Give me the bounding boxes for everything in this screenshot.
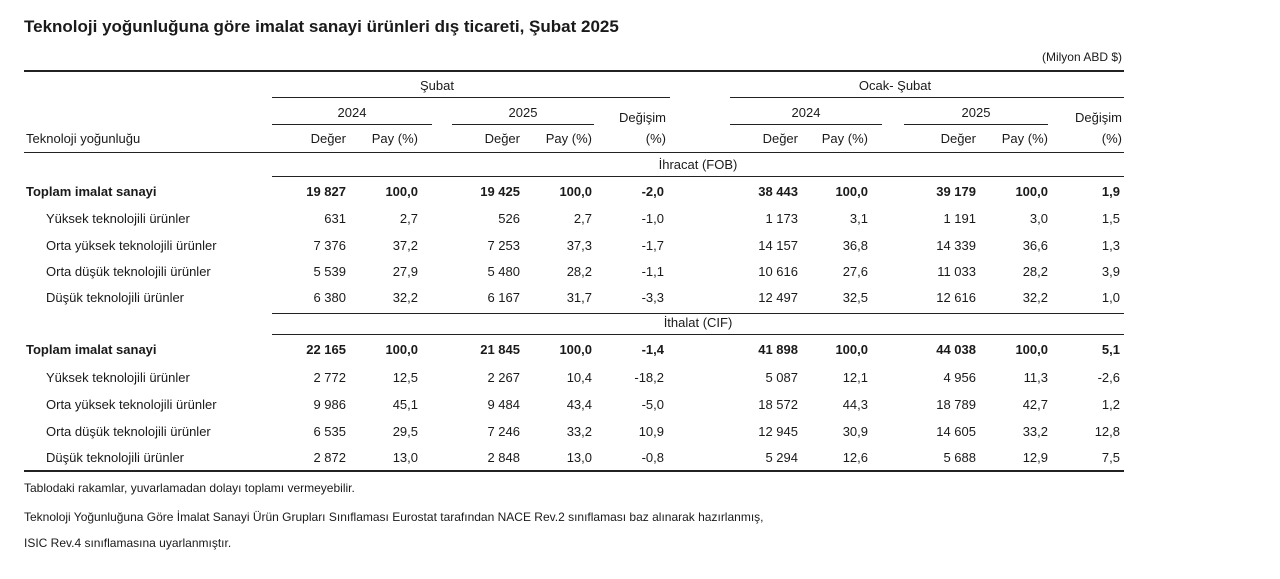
row-label: Orta düşük teknolojili ürünler xyxy=(46,264,211,279)
cell-cum-share-2025: 12,9 xyxy=(1022,450,1048,465)
cell-change: -2,0 xyxy=(641,184,664,199)
unit-label: (Milyon ABD $) xyxy=(1041,50,1122,64)
cell-share-2025: 2,7 xyxy=(573,211,592,226)
period-ocak-subat: Ocak- Şubat xyxy=(858,78,932,93)
cell-value-2024: 631 xyxy=(324,211,346,226)
cell-cum-share-2024: 3,1 xyxy=(849,211,868,226)
col-value-header: Değer xyxy=(484,131,520,146)
cell-cum-value-2025: 39 179 xyxy=(936,184,976,199)
cell-cum-value-2025: 12 616 xyxy=(936,290,976,305)
change-header-bottom-1: (%) xyxy=(645,131,666,146)
cell-value-2024: 9 986 xyxy=(313,397,346,412)
cell-share-2025: 13,0 xyxy=(566,450,592,465)
table-bottom-rule xyxy=(24,470,1124,472)
cell-cum-share-2025: 3,0 xyxy=(1029,211,1048,226)
cell-cum-change: 1,9 xyxy=(1101,184,1120,199)
year-2025-ocak-subat: 2025 xyxy=(961,105,991,120)
cell-cum-value-2025: 4 956 xyxy=(943,370,976,385)
cell-value-2025: 2 267 xyxy=(487,370,520,385)
header-bottom-rule xyxy=(24,152,1124,153)
col-value-header: Değer xyxy=(310,131,346,146)
cell-cum-share-2025: 32,2 xyxy=(1022,290,1048,305)
row-label-header: Teknoloji yoğunluğu xyxy=(26,131,141,146)
cell-change: -5,0 xyxy=(641,397,664,412)
cell-share-2025: 33,2 xyxy=(566,424,592,439)
cell-cum-share-2025: 100,0 xyxy=(1015,342,1048,357)
cell-change: -3,3 xyxy=(641,290,664,305)
cell-cum-share-2025: 33,2 xyxy=(1022,424,1048,439)
cell-cum-share-2025: 11,3 xyxy=(1023,370,1048,385)
cell-value-2025: 19 425 xyxy=(480,184,520,199)
cell-cum-share-2024: 27,6 xyxy=(842,264,868,279)
cell-cum-share-2024: 12,6 xyxy=(842,450,868,465)
year-2025-subat: 2025 xyxy=(508,105,538,120)
cell-value-2024: 6 535 xyxy=(313,424,346,439)
cell-cum-share-2025: 100,0 xyxy=(1015,184,1048,199)
cell-cum-value-2024: 12 497 xyxy=(758,290,798,305)
col-share-header: Pay (%) xyxy=(1001,131,1048,146)
row-label: Orta düşük teknolojili ürünler xyxy=(46,424,211,439)
section-rule-ihracat xyxy=(272,176,1124,177)
row-label: Düşük teknolojili ürünler xyxy=(46,450,185,465)
cell-value-2024: 5 539 xyxy=(313,264,346,279)
period1-rule xyxy=(272,97,670,98)
cell-cum-share-2024: 100,0 xyxy=(835,342,868,357)
cell-share-2025: 100,0 xyxy=(559,342,592,357)
cell-cum-value-2025: 44 038 xyxy=(936,342,976,357)
cell-value-2025: 21 845 xyxy=(480,342,520,357)
cell-change: -1,0 xyxy=(641,211,664,226)
cell-cum-change: 3,9 xyxy=(1101,264,1120,279)
cell-cum-value-2025: 5 688 xyxy=(943,450,976,465)
cell-cum-value-2024: 5 087 xyxy=(765,370,798,385)
section-rule-ithalat-top xyxy=(272,313,1124,314)
cell-change: -1,4 xyxy=(641,342,664,357)
cell-value-2025: 526 xyxy=(498,211,520,226)
cell-change: -0,8 xyxy=(641,450,664,465)
section-rule-ithalat xyxy=(272,334,1124,335)
year-2024-ocak-subat: 2024 xyxy=(791,105,821,120)
cell-cum-value-2025: 14 339 xyxy=(936,238,976,253)
cell-cum-value-2024: 14 157 xyxy=(758,238,798,253)
cell-cum-share-2024: 32,5 xyxy=(842,290,868,305)
cell-cum-value-2024: 1 173 xyxy=(765,211,798,226)
cell-share-2025: 31,7 xyxy=(566,290,592,305)
footnote-2: Teknoloji Yoğunluğuna Göre İmalat Sanayi Ürün Grupları Sınıflaması Eurostat tarafından NACE Rev.2 sınıflaması baz alınarak hazırlanmış, xyxy=(24,510,764,524)
footnote-3: ISIC Rev.4 sınıflamasına uyarlanmıştır. xyxy=(24,536,232,550)
cell-value-2025: 7 253 xyxy=(487,238,520,253)
cell-share-2025: 100,0 xyxy=(559,184,592,199)
col-value-header: Değer xyxy=(762,131,798,146)
cell-value-2024: 6 380 xyxy=(313,290,346,305)
cell-change: -1,7 xyxy=(641,238,664,253)
cell-share-2024: 32,2 xyxy=(392,290,418,305)
cell-share-2025: 37,3 xyxy=(566,238,592,253)
cell-value-2024: 2 772 xyxy=(313,370,346,385)
cell-share-2025: 28,2 xyxy=(566,264,592,279)
cell-cum-change: 1,3 xyxy=(1101,238,1120,253)
cell-share-2024: 13,0 xyxy=(392,450,418,465)
change-header-bottom-2: (%) xyxy=(1101,131,1122,146)
cell-value-2025: 6 167 xyxy=(487,290,520,305)
cell-cum-value-2024: 18 572 xyxy=(758,397,798,412)
cell-value-2025: 9 484 xyxy=(487,397,520,412)
cell-value-2024: 19 827 xyxy=(306,184,346,199)
cell-change: 10,9 xyxy=(638,424,664,439)
cell-share-2024: 37,2 xyxy=(392,238,418,253)
cell-cum-value-2024: 10 616 xyxy=(758,264,798,279)
row-label: Düşük teknolojili ürünler xyxy=(46,290,185,305)
cell-share-2024: 27,9 xyxy=(392,264,418,279)
cell-value-2024: 22 165 xyxy=(306,342,346,357)
cell-cum-value-2025: 18 789 xyxy=(936,397,976,412)
footnote-1: Tablodaki rakamlar, yuvarlamadan dolayı toplamı vermeyebilir. xyxy=(24,481,355,495)
cell-cum-share-2025: 42,7 xyxy=(1022,397,1048,412)
change-header-top-2: Değişim xyxy=(1075,110,1122,125)
cell-value-2024: 7 376 xyxy=(313,238,346,253)
col-value-header: Değer xyxy=(940,131,976,146)
cell-cum-change: 1,2 xyxy=(1101,397,1120,412)
period-subat: Şubat xyxy=(420,78,454,93)
cell-cum-value-2025: 14 605 xyxy=(936,424,976,439)
cell-value-2025: 7 246 xyxy=(487,424,520,439)
table-title: Teknoloji yoğunluğuna göre imalat sanayi ürünleri dış ticareti, Şubat 2025 xyxy=(24,17,619,36)
change-header-top-1: Değişim xyxy=(619,110,666,125)
cell-cum-share-2025: 28,2 xyxy=(1022,264,1048,279)
cell-cum-share-2024: 36,8 xyxy=(842,238,868,253)
cell-value-2025: 2 848 xyxy=(487,450,520,465)
cell-value-2025: 5 480 xyxy=(487,264,520,279)
year-rule-3 xyxy=(730,124,882,125)
cell-value-2024: 2 872 xyxy=(313,450,346,465)
row-label: Orta yüksek teknolojili ürünler xyxy=(46,238,217,253)
cell-share-2024: 2,7 xyxy=(399,211,418,226)
cell-cum-value-2024: 38 443 xyxy=(758,184,798,199)
col-share-header: Pay (%) xyxy=(821,131,868,146)
section-label: İhracat (FOB) xyxy=(658,157,738,172)
cell-cum-share-2024: 30,9 xyxy=(842,424,868,439)
cell-cum-share-2024: 100,0 xyxy=(835,184,868,199)
cell-cum-change: 1,0 xyxy=(1101,290,1120,305)
cell-cum-change: 1,5 xyxy=(1101,211,1120,226)
section-label: İthalat (CIF) xyxy=(663,315,733,330)
cell-cum-value-2025: 1 191 xyxy=(943,211,976,226)
row-label: Orta yüksek teknolojili ürünler xyxy=(46,397,217,412)
year-rule-1 xyxy=(272,124,432,125)
cell-cum-change: -2,6 xyxy=(1097,370,1120,385)
cell-cum-value-2024: 5 294 xyxy=(765,450,798,465)
period2-rule xyxy=(730,97,1124,98)
cell-cum-change: 12,8 xyxy=(1094,424,1120,439)
cell-share-2024: 45,1 xyxy=(392,397,418,412)
cell-cum-share-2024: 44,3 xyxy=(842,397,868,412)
cell-cum-change: 7,5 xyxy=(1101,450,1120,465)
year-rule-4 xyxy=(904,124,1048,125)
cell-cum-share-2024: 12,1 xyxy=(842,370,868,385)
top-rule xyxy=(24,70,1124,72)
year-rule-2 xyxy=(452,124,594,125)
row-label: Yüksek teknolojili ürünler xyxy=(46,370,190,385)
row-label: Yüksek teknolojili ürünler xyxy=(46,211,190,226)
col-share-header: Pay (%) xyxy=(371,131,418,146)
year-2024-subat: 2024 xyxy=(337,105,367,120)
cell-share-2024: 29,5 xyxy=(392,424,418,439)
col-share-header: Pay (%) xyxy=(545,131,592,146)
cell-cum-value-2024: 41 898 xyxy=(758,342,798,357)
cell-share-2025: 10,4 xyxy=(566,370,592,385)
cell-cum-value-2025: 11 033 xyxy=(937,264,976,279)
cell-cum-value-2024: 12 945 xyxy=(758,424,798,439)
cell-share-2024: 100,0 xyxy=(385,342,418,357)
cell-share-2024: 12,5 xyxy=(392,370,418,385)
cell-cum-share-2025: 36,6 xyxy=(1022,238,1048,253)
cell-change: -1,1 xyxy=(641,264,664,279)
cell-share-2024: 100,0 xyxy=(385,184,418,199)
cell-cum-change: 5,1 xyxy=(1101,342,1120,357)
cell-change: -18,2 xyxy=(634,370,664,385)
row-label-total: Toplam imalat sanayi xyxy=(26,342,157,357)
row-label-total: Toplam imalat sanayi xyxy=(26,184,157,199)
cell-share-2025: 43,4 xyxy=(566,397,592,412)
